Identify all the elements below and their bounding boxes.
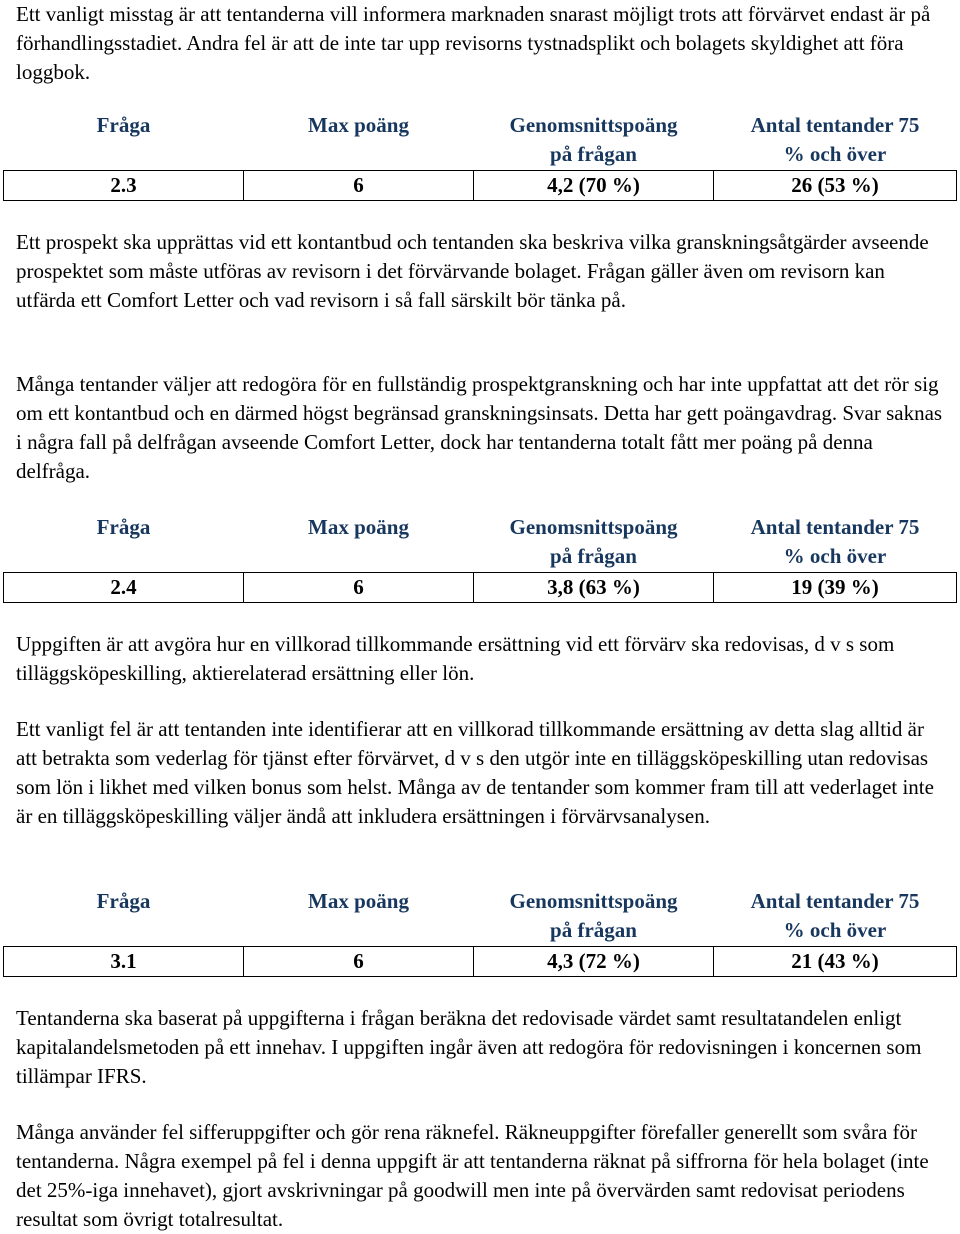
header-question: Fråga <box>96 113 151 137</box>
header-count: Antal tentander 75 % och över <box>750 113 920 166</box>
paragraph-common-mistake: Ett vanligt fel är att tentanden inte identifierar att en villkorad tillkommande ersättning av detta slag alltid är att betrakta som vederlag för tjänst efter förvärvet, d v s den utgör inte en tilläggsköpeskilling utan redovisas som lön i likhet med vilken bonus som helst. Många av de tentander som kommer fram till att vederlaget inte är en tilläggsköpeskilling väljer ändå att inkludera ersättningen i förvärvsanalysen. <box>16 717 934 828</box>
cell-max: 6 <box>244 573 474 603</box>
header-max-points: Max poäng <box>308 889 409 913</box>
cell-max: 6 <box>244 171 474 201</box>
header-max-points: Max poäng <box>308 113 409 137</box>
header-max-points: Max poäng <box>308 515 409 539</box>
header-average: Genomsnittspoäng på frågan <box>509 515 678 568</box>
cell-count: 19 (39 %) <box>714 573 957 603</box>
cell-max: 6 <box>244 947 474 977</box>
cell-count: 21 (43 %) <box>714 947 957 977</box>
paragraph-common-errors: Många tentander väljer att redogöra för en fullständig prospektgranskning och har inte uppfattat att det rör sig om ett kontantbud och en därmed högst begränsad granskningsinsats. Detta har gett poängavdrag. Svar saknas i några fall på delfrågan avseende Comfort Letter, dock har tentanderna totalt fått mer poäng på denna delfråga. <box>16 372 943 483</box>
cell-question: 2.4 <box>4 573 244 603</box>
cell-average: 4,2 (70 %) <box>474 171 714 201</box>
cell-average: 3,8 (63 %) <box>474 573 714 603</box>
paragraph-equity-method: Tentanderna ska baserat på uppgifterna i frågan beräkna det redovisade värdet samt resultatandelen enligt kapitalandelsmetoden på ett innehav. I uppgiften ingår även att redogöra för redovisningen i koncernen som tillämpar IFRS. <box>16 1006 922 1088</box>
cell-question: 3.1 <box>4 947 244 977</box>
cell-count: 26 (53 %) <box>714 171 957 201</box>
header-average: Genomsnittspoäng på frågan <box>509 889 678 942</box>
paragraph-prospectus: Ett prospekt ska upprättas vid ett kontantbud och tentanden ska beskriva vilka granskningsåtgärder avseende prospektet som måste utföras av revisorn i det förvärvande bolaget. Frågan gäller även om revisorn kan utfärda ett Comfort Letter och vad revisorn i så fall särskilt bör tänka på. <box>16 230 929 312</box>
paragraph-contingent-consideration: Uppgiften är att avgöra hur en villkorad tillkommande ersättning vid ett förvärv ska redovisas, d v s som tilläggsköpeskilling, aktierelaterad ersättning eller lön. <box>16 632 895 685</box>
paragraph-calculation-errors: Många använder fel sifferuppgifter och gör rena räknefel. Räkneuppgifter förefaller generellt som svåra för tentanderna. Några exempel på fel i denna uppgift är att tentanderna räknat på siffrorna för hela bolaget (inte det 25%-iga innehavet), gjort avskrivningar på goodwill men inte på övervärden samt redovisat periodens resultat som övrigt totalresultat. <box>16 1120 929 1231</box>
header-count: Antal tentander 75 % och över <box>750 515 920 568</box>
header-count: Antal tentander 75 % och över <box>750 889 920 942</box>
score-table-2-4 <box>3 513 957 603</box>
cell-question: 2.3 <box>4 171 244 201</box>
header-question: Fråga <box>96 889 151 913</box>
cell-average: 4,3 (72 %) <box>474 947 714 977</box>
header-question: Fråga <box>96 515 151 539</box>
header-average: Genomsnittspoäng på frågan <box>509 113 678 166</box>
score-table-3-1 <box>3 887 957 977</box>
score-table-2-3 <box>3 111 957 201</box>
paragraph-intro: Ett vanligt misstag är att tentanderna vill informera marknaden snarast möjligt trots att förvärvet endast är på förhandlingsstadiet. Andra fel är att de inte tar upp revisorns tystnadsplikt och bolagets skyldighet att föra loggbok. <box>16 2 931 84</box>
